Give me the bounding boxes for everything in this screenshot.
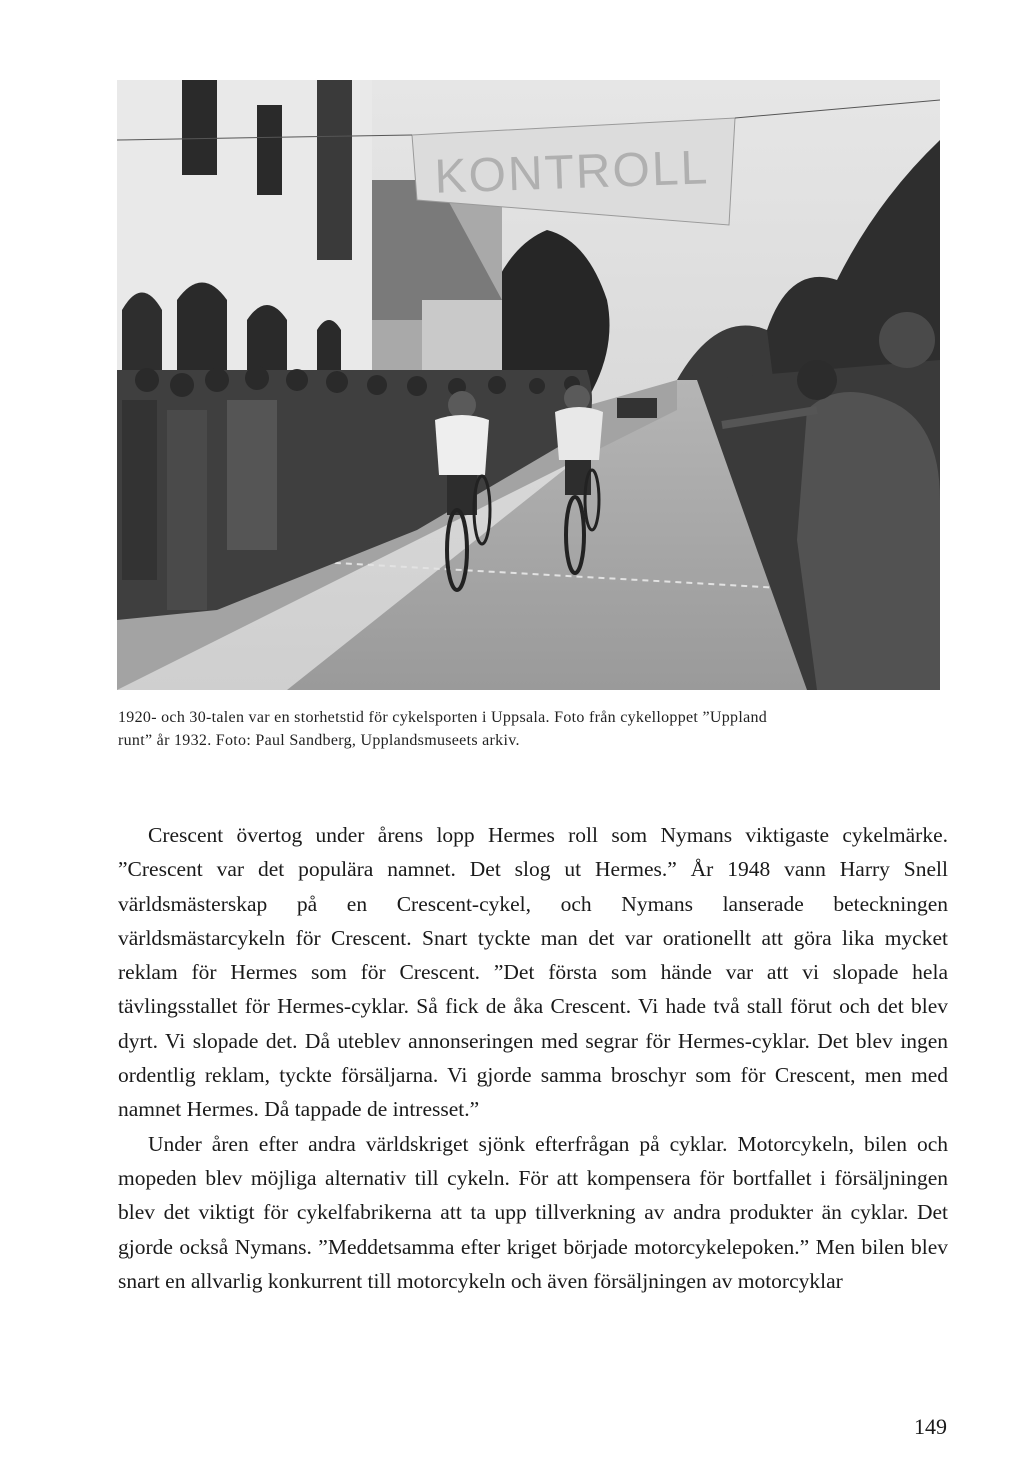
photo-illustration	[117, 80, 940, 690]
caption-line-2: runt” år 1932. Foto: Paul Sandberg, Upplandsmuseets arkiv.	[118, 732, 520, 749]
photo-caption	[118, 706, 942, 752]
paragraph-1: Crescent övertog under årens lopp Hermes roll som Nymans viktigaste cykelmärke. ”Crescent var det populära namnet. Det slog ut Hermes.” År 1948 vann Harry Snell världsmästerskap på en Crescent-cykel, och Nymans lanserade beteckningen världsmästarcykeln för Crescent. Snart tyckte man det var orationellt att göra lika mycket reklam för Hermes som för Crescent. ”Det första som hände var att vi slopade hela tävlingsstallet för Hermes-cyklar. Så fick de åka Crescent. Vi hade två stall förut och det blev dyrt. Vi slopade det. Då uteblev annonseringen med segrar för Hermes-cyklar. Det blev ingen ordentlig reklam, tyckte försäljarna. Vi gjorde samma broschyr som för Crescent, men med namnet Hermes. Då tappade de intresset.”	[118, 823, 948, 1122]
caption-line-1: 1920- och 30-talen var en storhetstid för cykelsporten i Uppsala. Foto från cykelloppet ”Uppland	[118, 709, 768, 726]
article-body	[118, 818, 948, 1298]
banner-text: KONTROLL	[433, 141, 711, 204]
paragraph-2: Under åren efter andra världskriget sjönk efterfrågan på cyklar. Motorcykeln, bilen och mopeden blev möjliga alternativ till cykeln. För att kompensera för bortfallet i försäljningen blev det viktigt för cykelfabrikerna att ta upp tillverkning av andra produkter än cyklar. Det gjorde också Nymans. ”Meddetsamma efter kriget började motorcykelepoken.” Men bilen blev snart en allvarlig konkurrent till motorcykeln och även försäljningen av motorcyklar	[118, 1131, 948, 1293]
historical-photo	[117, 80, 940, 690]
page-number: 149	[914, 1414, 947, 1439]
